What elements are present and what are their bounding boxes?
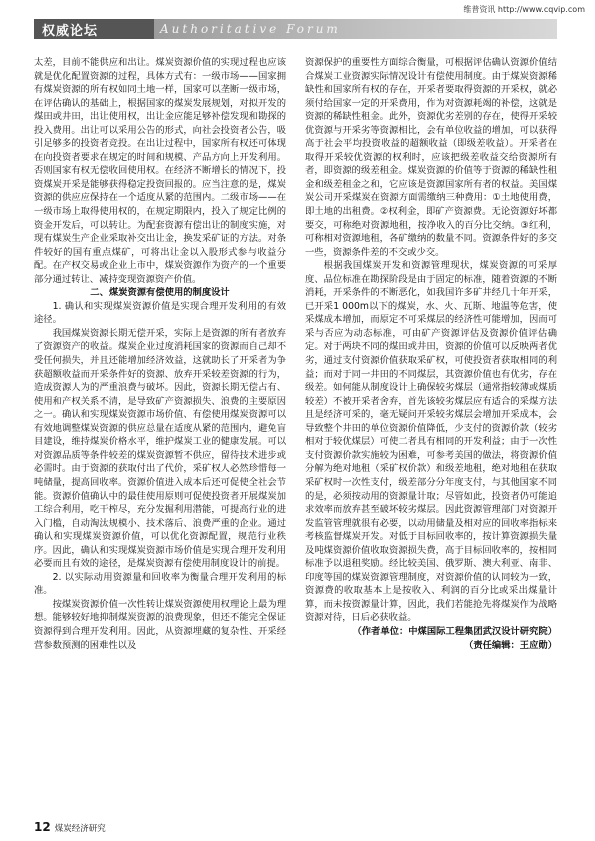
subsection-heading: 1. 确认和实现煤炭资源价值是实现合理开发利用的有效途径。	[34, 300, 286, 326]
section-banner	[34, 19, 557, 39]
right-column	[305, 56, 557, 813]
subsection-heading: 2. 以实际动用资源量和回收率为衡量合理开发利用的标准。	[34, 571, 286, 597]
section-title-cn: 权威论坛	[34, 19, 154, 39]
paragraph: 按煤炭资源价值一次性转让煤炭资源使用权理论上最为理想。能够较好地抑制煤炭资源的浪费现象，但还不能完全保证资源得到合理开发利用。因此，从资源埋藏的复杂性、开采经营参数预测的困难性以及	[34, 598, 286, 651]
paragraph: 太差，目前不能供应和出让。煤炭资源价值的实现过程也应该就是优化配置资源的过程，具体方式有：一级市场——国家拥有煤炭资源的所有权如同土地一样，国家可以垄断一级市场，在评估确认的基础上，根据国家的煤炭发展规划，对拟开发的煤田或井田，出让使用权，出让金应能足够补偿发现和勘探的投入费用。出让可以采用公告的形式，向社会投资者公告，吸引足够多的投资者竞投。在出让过程中，国家所有权还可体现在向投资者要求在规定的时间和规模、产品方向上开发利用。否则国家有权无偿收回使用权。在经济不断增长的情况下，投资煤炭开采是能够获得稳定投资回报的。应当注意的是，煤炭资源的供应应保持在一个适度从紧的范围内。二级市场——在一级市场上取得使用权的，在规定期限内，投入了规定比例的资金开发后，可以转让。为配套资源有偿出让的制度实施，对现有煤炭生产企业采取补交出让金，换发采矿证的方法。对条件较好的国有重点煤矿，可将出让金以入股形式参与收益分配。在产权交易或企业上市中，煤炭资源作为资产的一个重要部分通过转让、减持变现资源资产价值。	[34, 57, 286, 285]
left-column	[34, 56, 286, 813]
responsible-editor: （责任编辑：王应勋）	[464, 639, 557, 651]
author-affiliation: （作者单位：中煤国际工程集团武汉设计研究院）	[352, 625, 557, 637]
paragraph: 资源保护的重要性方面综合衡量，可根据评估确认资源价值结合煤炭工业资源实际情况设计有偿使用制度。由于煤炭资源稀缺性和国家所有权的存在，开采者要取得资源的开采权，就必须付给国家一定的开采费用，作为对资源耗竭的补偿，这就是资源的稀缺性租金。此外，资源优劣差别的存在，使得开采较优资源与开采劣等资源相比，会有单位收益的增加，可以获得高于社会平均投资收益的超额收益（即级差收益）。开采者在取得开采较优资源的权利时，应该把级差收益交给资源所有者，即资源的级差租金。煤炭资源的价值等于资源的稀缺性租金和级差租金之和，它应该是资源国家所有者的权益。美国煤炭公司开采煤炭在资源方面需缴纳三种费用：①土地使用费，即土地的出租费。②权利金，即矿产资源费。无论资源好坏都要交，可称绝对资源地租，按净收入的百分比交纳。③红利，可称相对资源地租，各矿缴纳的数量不同。资源条件好的多交一些，资源条件差的不交或少交。	[305, 57, 557, 258]
paragraph: 我国煤炭资源长期无偿开采，实际上是资源的所有者放弃了资源资产的收益。煤炭企业过度消耗国家的资源而自己却不受任何损失，并且还能增加经济效益，这就助长了开采者为争获超额收益而开采条件好的资源、放弃开采较差资源的行为，造成资源人为的严重浪费与破坏。因此，资源长期无偿占有、使用和产权关系不清，是导致矿产资源损失、浪费的主要原因之一。确认和实现煤炭资源市场价值、有偿使用煤炭资源可以有效地调整煤炭资源的供应总量在适度从紧的范围内，避免盲目建设，维持煤炭价格水平，维护煤炭工业的健康发展。可以对资源品质等条件较差的煤炭资源暂不供应，留待技术进步或必需时。由于资源的获取付出了代价，采矿权人必然珍惜每一吨储量，提高回收率。资源价值进入成本后还可促使全社会节能。资源价值确认中的最佳使用原则可促使投资者开展煤炭加工综合利用，吃干榨尽，充分发掘利用潜能，可提高行业的进入门槛，自动淘汰规模小、技术落后、浪费严重的企业。通过确认和实现煤炭资源价值，可以优化资源配置，规范行业秩序。因此，确认和实现煤炭资源市场价值是实现合理开发利用必要而且有效的途径，是煤炭资源有偿使用制度设计的前提。	[34, 327, 286, 570]
section-heading: 二、煤炭资源有偿使用的制度设计	[90, 287, 230, 299]
page-number: 12	[34, 820, 51, 834]
page-footer	[34, 820, 106, 834]
journal-name: 煤炭经济研究	[54, 824, 106, 834]
section-title-en: Authoritative Forum	[154, 19, 557, 39]
watermark-text: 维普资讯 http://www.cqvip.com	[463, 5, 585, 14]
paragraph: 根据我国煤炭开发和资源管理现状，煤炭资源的可采厚度、品位标准在勘探阶段是由于固定的标准，随着资源的不断消耗，开采条件的不断恶化，如我国许多矿井经几十年开采，已开采1 000m以下的煤炭，水、火、瓦斯、地温等危害，使采煤成本增加，而原定不可采煤层的经济性可能增加，因而可采与否应为动态标准，可由矿产资源评估及资源价值评估确定。对于两块不同的煤田或井田，资源的价值可以反映两者优劣，通过支付资源价值获取采矿权，可使投资者获取相同的利益；而对于同一井田的不同煤层，其资源价值也有优劣，存在级差。如何能从制度设计上确保较劣煤层（通常指较薄或煤质较差）不被开采者舍弃，首先该较劣煤层应有适合的采煤方法且是经济可采的，毫无疑问开采较劣煤层会增加开采成本，会导致整个井田的单位资源价值降低，少支付的资源价款（较劣相对于较优煤层）可使二者具有相同的开发利益；由于一次性支付资源价款实施较为困难，可参考美国的做法，将资源价值分解为绝对地租（采矿权价款）和级差地租，绝对地租在获取采矿权时一次性支付，级差部分分年度支付，与其他国家不同的是，必须按动用的资源量计取；尽管如此，投资者仍可能追求效率而放弃甚至破坏较劣煤层。因此资源管理部门对资源开发监管管理就很有必要，以动用储量及相对应的回收率指标来考核监督煤炭开发。对低于目标回收率的，按计算资源损失量及吨煤资源价值收取资源损失费，高于目标回收率的，按相同标准予以退租奖励。经比较美国、俄罗斯、澳大利亚、南非、印度等国的煤炭资源管理制度，对资源价值的认同较为一致，资源费的收取基本上是按收入、利润的百分比或采出煤量计算，而未按资源量计算，因此，我们若能抢先将煤炭作为战略资源对待，日后必获收益。	[305, 260, 557, 624]
